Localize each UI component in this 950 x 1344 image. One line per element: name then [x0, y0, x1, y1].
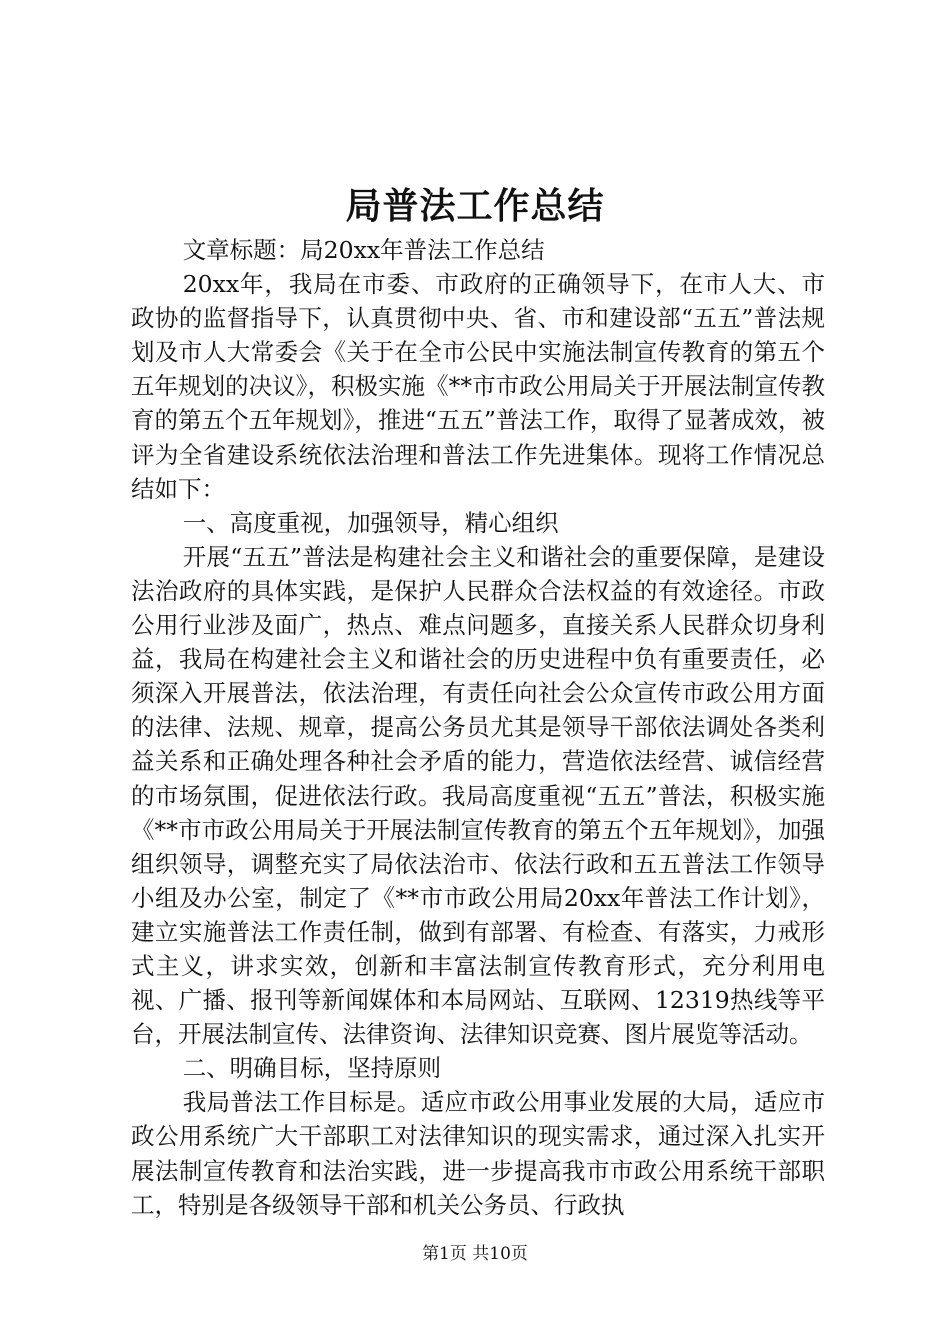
- section-heading-2: 二、明确目标，坚持原则: [182, 1054, 442, 1083]
- document-body: [131, 233, 825, 1222]
- document-title: 局普法工作总结: [345, 186, 605, 227]
- section-heading-1: 一、高度重视，加强领导，精心组织: [182, 508, 559, 537]
- intro-paragraph: 20xx年，我局在市委、市政府的正确领导下，在市人大、市政协的监督指导下，认真贯彻中央、省、市和建设部“五五”普法规划及市人大常委会《关于在全市公民中实施法制宣传教育的第五个五年规划的决议》，积极实施《**市市政公用局关于开展法制宣传教育的第五个五年规划》，推进“五五”普法工作，取得了显著成效，被评为全省建设系统依法治理和普法工作先进集体。现将工作情况总结如下：: [131, 270, 825, 503]
- section-2-paragraph: 我局普法工作目标是。适应市政公用事业发展的大局，适应市政公用系统广大干部职工对法律知识的现实需求，通过深入扎实开展法制宣传教育和法治实践，进一步提高我市市政公用系统干部职工，特别是各级领导干部和机关公务员、行政执: [131, 1088, 825, 1219]
- page-number-footer: 第1页 共10页: [422, 1244, 528, 1264]
- section-1-paragraph: 开展“五五”普法是构建社会主义和谐社会的重要保障，是建设法治政府的具体实践，是保护人民群众合法权益的有效途径。市政公用行业涉及面广，热点、难点问题多，直接关系人民群众切身利益，我局在构建社会主义和谐社会的历史进程中负有重要责任，必须深入开展普法，依法治理，有责任向社会公众宣传市政公用方面的法律、法规、规章，提高公务员尤其是领导干部依法调处各类利益关系和正确处理各种社会矛盾的能力，营造依法经营、诚信经营的市场氛围，促进依法行政。我局高度重视“五五”普法，积极实施《**市市政公用局关于开展法制宣传教育的第五个五年规划》，加强组织领导，调整充实了局依法治市、依法行政和五五普法工作领导小组及办公室，制定了《**市市政公用局20xx年普法工作计划》，建立实施普法工作责任制，做到有部署、有检查、有落实，力戒形式主义，讲求实效，创新和丰富法制宣传教育形式，充分利用电视、广播、报刊等新闻媒体和本局网站、互联网、12319热线等平台，开展法制宣传、法律资询、法律知识竞赛、图片展览等活动。: [131, 542, 825, 1049]
- article-title-line: 文章标题：局20xx年普法工作总结: [182, 236, 545, 264]
